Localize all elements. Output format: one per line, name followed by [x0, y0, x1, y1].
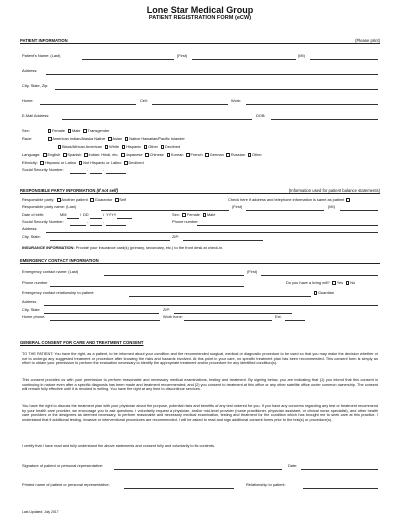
responsible-first-name-field[interactable] [246, 210, 324, 211]
signer-relationship-field[interactable] [303, 488, 378, 489]
patient-ssn-part3[interactable] [106, 173, 126, 174]
ethnicity-hispanic-checkbox[interactable] [40, 161, 44, 165]
race-row-1: Race: American Indian/Alaska Native Asian Native Hawaiian/Pacific Islander [22, 136, 185, 141]
consent-paragraph-4: I certify that I have read and fully understand the above statements and consent fully and voluntarily to its contents. [22, 444, 215, 448]
patient-dob-field[interactable] [271, 119, 378, 120]
responsible-dob-dd-field[interactable] [90, 218, 102, 219]
patient-ssn-part1[interactable] [70, 173, 86, 174]
race-white-checkbox[interactable] [105, 145, 109, 149]
signature-date-field[interactable] [301, 469, 378, 470]
patient-last-name-field[interactable] [82, 59, 174, 60]
emergency-contact-header: EMERGENCY CONTACT INFORMATION [20, 258, 380, 264]
living-will-yes-checkbox[interactable] [332, 281, 336, 285]
emergency-first-name-field[interactable] [261, 275, 378, 276]
responsible-ssn-part1[interactable] [70, 225, 86, 226]
emergency-last-name-field[interactable] [104, 275, 244, 276]
language-row: Language: English Spanish Indian: Hindi, etc. Japanese Chinese Korean French German Russian Other [22, 152, 262, 157]
consent-header: GENERAL CONSENT FOR CARE AND TREATMENT CONSENT [20, 340, 144, 345]
patient-cell-phone-field[interactable] [152, 104, 228, 105]
party-guarantor-checkbox[interactable] [90, 198, 94, 202]
responsible-address-field[interactable] [46, 232, 378, 233]
race-other-checkbox[interactable] [144, 145, 148, 149]
patient-first-name-field[interactable] [192, 59, 296, 60]
sex-transgender-checkbox[interactable] [83, 129, 87, 133]
consent-paragraph-1: TO THE PATIENT: You have the right, as a patient, to be informed about your condition and the recommended surgical, medical or diagnostic procedure to be used so that you may make the decision whether or not to undergo any suggested treatment or procedure after knowing the risks and hazards involved. At this point in your care, no specific treatment plan has been recommended. This consent form is simply an effort to obtain your permission to perform the evaluation necessary to identify the appropriate treatment and/or procedure for any identified condition(s). [22, 352, 378, 366]
language-german-checkbox[interactable] [205, 153, 209, 157]
responsible-mi-field[interactable] [340, 210, 378, 211]
responsible-party-header: RESPONSIBLE PARTY INFORMATION (If not self) (Information used for patient balance statements) [20, 188, 380, 193]
responsible-ssn-part2[interactable] [90, 225, 102, 226]
emergency-phone-field[interactable] [50, 286, 244, 287]
ethnicity-row: Ethnicity: Hispanic or Latino Not Hispanic or Latino Declined [22, 160, 144, 165]
emergency-ext-field[interactable] [285, 320, 305, 321]
patient-email-field[interactable] [62, 119, 252, 120]
patient-info-header [20, 38, 380, 44]
emergency-relationship-field[interactable] [129, 296, 311, 297]
section-title: PATIENT INFORMATION [20, 38, 68, 43]
language-other-checkbox[interactable] [248, 153, 252, 157]
signature-field[interactable] [114, 469, 282, 470]
party-another-patient-checkbox[interactable] [57, 198, 61, 202]
patient-address-field[interactable] [46, 74, 378, 75]
consent-paragraph-2: This consent provides us with your permission to perform reasonable and necessary medical examinations, testing and treatment. By signing below, you are indicating that (1) you intend that this consent is continuing in nature even after a specific diagnosis has been made and treatment recommended; and (2) you consent to treatment at this office or any other satellite office under common ownership. The consent will remain fully effective until it is revoked in writing. You have the right at any time to discontinue services. [22, 378, 378, 392]
sex-row: Sex: Female Male Transgender [22, 128, 110, 133]
responsible-party-row: Responsible party: Another patient Guarantor Self [22, 197, 127, 202]
responsible-ssn-part3[interactable] [106, 225, 126, 226]
consent-paragraph-3: You have the right to discuss the treatment plan with your physician about the purpose, potential risks and benefits of any test ordered for you. If you have any concerns regarding any test or treatment recommend by your health care provider, we encourage you to ask questions. I voluntarily request a physician, and/or mid-level provider (nurse practitioner, physician assistant, or clinical nurse specialist), and other health care providers or the designees as deemed necessary, to perform reasonable and necessary medical examination, testing and treatment for the condition which has brought me to seek care at this practice. I understand that if additional testing, invasive or interventional procedures are recommended, I will be asked to read and sign additional consent forms prior to the test(s) or procedure(s). [22, 404, 378, 422]
living-will-row: Do you have a living will? Yes No [286, 280, 356, 285]
ethnicity-not-hispanic-checkbox[interactable] [79, 161, 83, 165]
responsible-sex-row: Sex: Female Male [172, 212, 216, 217]
patient-city-field[interactable] [55, 89, 378, 90]
guardian-row: Guardian [312, 291, 334, 296]
sex-female-checkbox[interactable] [48, 129, 52, 133]
language-spanish-checkbox[interactable] [63, 153, 67, 157]
responsible-sex-female-checkbox[interactable] [182, 213, 186, 217]
responsible-last-name-field[interactable] [101, 210, 229, 211]
please-print-note: (Please print) [355, 38, 380, 43]
emergency-work-phone-field[interactable] [184, 320, 272, 321]
patient-home-phone-field[interactable] [40, 104, 136, 105]
race-american-indian-checkbox[interactable] [48, 137, 52, 141]
guardian-checkbox[interactable] [314, 291, 318, 295]
race-declined-checkbox[interactable] [161, 145, 165, 149]
patient-work-phone-field[interactable] [246, 104, 378, 105]
responsible-sex-male-checkbox[interactable] [203, 213, 207, 217]
patient-mi-field[interactable] [310, 59, 378, 60]
last-updated: Last Updated: July 2017 [22, 510, 59, 514]
form-title: PATIENT REGISTRATION FORM (eCW) [148, 15, 252, 21]
responsible-dob-yyyy-field[interactable] [117, 218, 132, 219]
responsible-zip-field[interactable] [183, 240, 263, 241]
race-row-2: Black/African American White Hispanic Other Declined [22, 145, 180, 150]
same-as-patient-checkbox[interactable] [346, 198, 350, 202]
race-hispanic-checkbox[interactable] [122, 145, 126, 149]
printed-name-field[interactable] [124, 488, 234, 489]
same-as-patient-row: Check here if address and telephone information is same as patient [228, 198, 350, 203]
emergency-city-field[interactable] [44, 313, 159, 314]
living-will-no-checkbox[interactable] [346, 281, 350, 285]
race-hawaiian-checkbox[interactable] [125, 137, 129, 141]
emergency-home-phone-field[interactable] [50, 320, 160, 321]
patient-ssn-part2[interactable] [90, 173, 102, 174]
responsible-city-field[interactable] [50, 240, 170, 241]
language-french-checkbox[interactable] [186, 153, 190, 157]
language-korean-checkbox[interactable] [167, 153, 171, 157]
registration-form: Lone Star Medical Group PATIENT REGISTRATION FORM (eCW) PATIENT INFORMATION (Please print) Patient's Name: (Last) (First) (MI) Address: City, State, Zip: Home: Cell: Work: E-Mail Address: DOB: Sex: Female Male Transgender Race: American Indian/Alaska Native Asian Native Hawaiian/Pacific Islander Black/African American White Hispanic Other Declined Language: English Spanish Indian: Hindi, etc. Japanese Chinese Korean French German Russian Other Ethnicity: Hispanic or Latino Not Hispanic or Latino Declined Social Security Number: - - RESPONSIBLE PARTY INFORMATION (If not self) (Information used for patient balance statements) Responsible party: Another patient Guarantor Self Check here if address and telephone information is same as patient Responsible party name: (Last) (First) (MI) Date of birth: MM / DD / YYYY Sex: Female Male Social Security Number: - - Phone number: Address: City, State: ZIP: INSURANCE INFORMATION: Provide your insurance card(s) (primary, secondary, etc.) to the front desk at check-in. EMERGENCY CONTACT INFORMATION Emergency contact name: (Last) (First) Phone number Do you have a living will? Yes No Emergency contact relationship to patient: Guardian Address City, State ZIP: Home phone: Work hone: Ext. GENERAL CONSENT FOR CARE AND TREATMENT CONSENT TO THE PATIENT: You have the right, as a patient, to be informed about your condition and the recommended surgical, medical or diagnostic procedure to be used so that you may make the decision whether or not to undergo any suggested treatment or procedure after knowing the risks and hazards involved. At this point in your care, no specific treatment plan has been recommended. This consent form is simply an effort to obtain your permission to perform the evaluation necessary to identify the appropriate treatment and/or procedure for any identified condition(s). This consent provides us with your permission to perform reasonable and necessary medical examinations, testing and treatment. By signing below, you are indicating that (1) you intend that this consent is continuing in nature even after a specific diagnosis has been made and treatment recommended; and (2) you consent to treatment at this office or any other satellite office under common ownership. The consent will remain fully effective until it is revoked in writing. You have the right at any time to discontinue services. You have the right to discuss the treatment plan with your physician about the purpose, potential risks and benefits of any test ordered for you. If you have any concerns regarding any test or treatment recommend by your health care provider, we encourage you to ask questions. I voluntarily request a physician, and/or mid-level provider (nurse practitioner, physician assistant, or clinical nurse specialist), and other health care providers or the designees as deemed necessary, to perform reasonable and necessary medical examination, testing and treatment for the condition which has brought me to seek care at this practice. I understand that if additional testing, invasive or interventional procedures are recommended, I will be asked to read and sign additional consent forms prior to the test(s) or procedure(s). I certify that I have read and fully understand the above statements and consent fully and voluntarily to its contents. Signature of patient or personal representative: Date: Printed name of patient or personal representative: Relationship to patient: Last Updated: July 2017 [0, 0, 400, 518]
responsible-phone-field[interactable] [197, 225, 378, 226]
language-japanese-checkbox[interactable] [121, 153, 125, 157]
org-name: Lone Star Medical Group [146, 5, 254, 15]
race-black-checkbox[interactable] [58, 145, 62, 149]
emergency-address-field[interactable] [44, 305, 378, 306]
patient-name-row: Patient's Name: (Last) [22, 53, 61, 58]
sex-male-checkbox[interactable] [68, 129, 72, 133]
responsible-dob-mm-field[interactable] [67, 218, 79, 219]
language-russian-checkbox[interactable] [226, 153, 230, 157]
language-chinese-checkbox[interactable] [145, 153, 149, 157]
insurance-row: INSURANCE INFORMATION: Provide your insurance card(s) (primary, secondary, etc.) to the front desk at check-in. [22, 245, 224, 250]
